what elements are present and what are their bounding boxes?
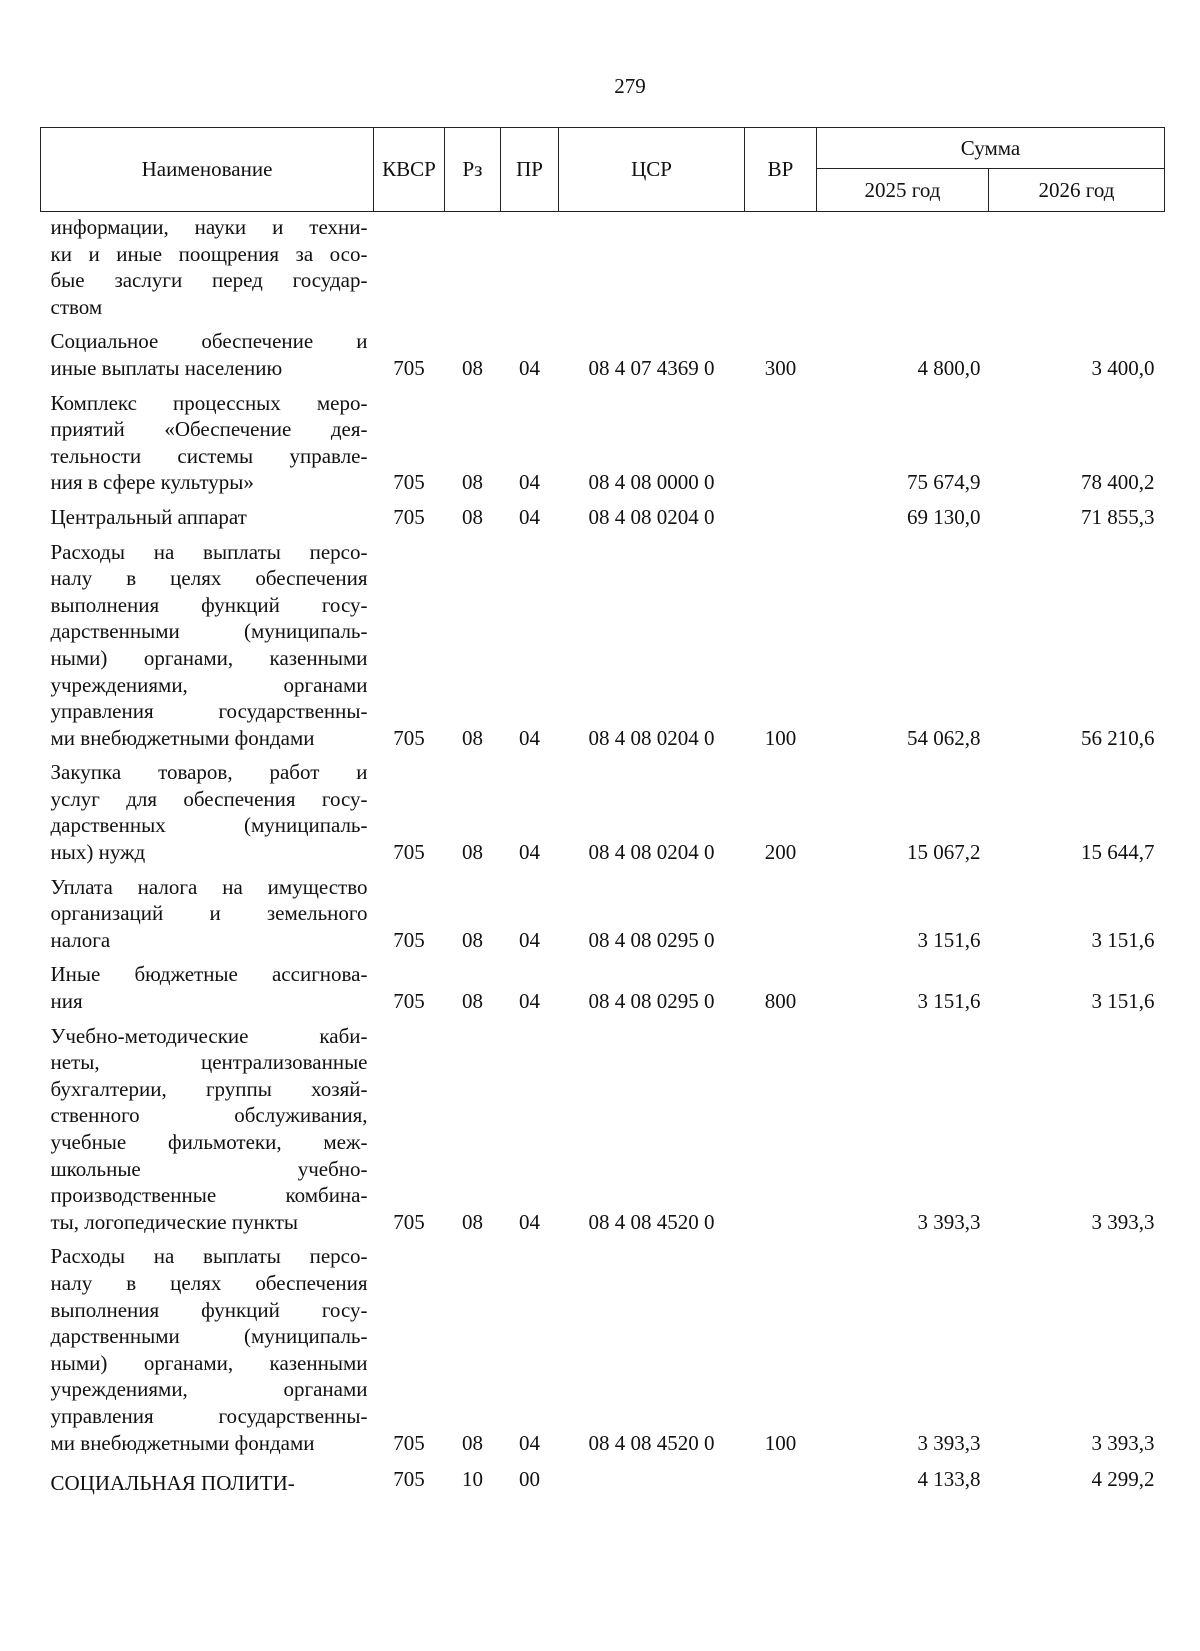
row-name-line: ния в сфере культуры» bbox=[50, 470, 254, 495]
row-kvsr: 705 bbox=[393, 927, 425, 952]
row-kvsr: 705 bbox=[393, 725, 425, 750]
row-vr bbox=[745, 1464, 817, 1497]
row-name bbox=[41, 1464, 374, 1497]
row-name-line: налога bbox=[50, 927, 111, 952]
row-vr: 100 bbox=[764, 1430, 797, 1455]
row-name bbox=[41, 759, 374, 873]
row-rz: 08 bbox=[462, 1430, 483, 1455]
row-rz: 08 bbox=[462, 355, 483, 380]
row-name-line: налу в целях обеспечения bbox=[50, 566, 368, 591]
row-rz: 08 bbox=[462, 725, 483, 750]
row-vr bbox=[745, 390, 817, 504]
row-pr: 04 bbox=[519, 504, 540, 529]
row-rz: 10 bbox=[462, 1467, 483, 1492]
row-amount-2025: 75 674,9 bbox=[907, 470, 981, 495]
row-csr: 08 4 08 0295 0 bbox=[588, 989, 715, 1014]
table-row bbox=[41, 504, 1165, 539]
header-kvsr: КВСР bbox=[374, 128, 445, 212]
row-pr: 04 bbox=[519, 927, 540, 952]
row-pr: 04 bbox=[519, 1430, 540, 1455]
row-kvsr bbox=[374, 212, 445, 329]
budget-table bbox=[40, 127, 1165, 1497]
table-row bbox=[41, 759, 1165, 873]
row-name-line: приятий «Обеспечение дея- bbox=[50, 417, 368, 442]
row-csr: 08 4 08 0204 0 bbox=[588, 504, 715, 529]
row-amount-2025: 4 800,0 bbox=[917, 355, 981, 380]
row-amount-2026: 3 151,6 bbox=[1091, 989, 1155, 1014]
row-amount-2025: 3 393,3 bbox=[917, 1209, 981, 1234]
row-name-line: школьные учебно- bbox=[50, 1156, 368, 1181]
header-csr: ЦСР bbox=[559, 128, 745, 212]
row-name-line: учебные фильмотеки, меж- bbox=[50, 1130, 368, 1154]
row-amount-2025: 15 067,2 bbox=[907, 840, 981, 865]
row-name-line: услуг для обеспечения госу- bbox=[50, 786, 368, 811]
table-row bbox=[41, 328, 1165, 389]
row-rz: 08 bbox=[462, 470, 483, 495]
table-row bbox=[41, 1023, 1165, 1244]
row-name-line: Центральный аппарат bbox=[50, 504, 247, 529]
row-vr: 200 bbox=[764, 840, 797, 865]
row-vr bbox=[745, 1023, 817, 1244]
table-row bbox=[41, 390, 1165, 504]
header-vr: ВР bbox=[745, 128, 817, 212]
row-amount-2025 bbox=[817, 212, 989, 329]
row-csr: 08 4 08 0000 0 bbox=[588, 470, 715, 495]
header-year-2025: 2025 год bbox=[817, 169, 989, 212]
row-csr: 08 4 08 0295 0 bbox=[588, 927, 715, 952]
row-csr bbox=[559, 1464, 745, 1497]
row-name-line: ми внебюджетными фондами bbox=[50, 1430, 315, 1455]
row-name-line: выполнения функций госу- bbox=[50, 592, 368, 617]
row-name-line: ными) органами, казенными bbox=[50, 1350, 368, 1375]
row-name-line: Уплата налога на имущество bbox=[50, 874, 368, 899]
row-kvsr: 705 bbox=[393, 1467, 425, 1492]
row-name-line: ственного обслуживания, bbox=[50, 1103, 368, 1128]
row-name-line: бые заслуги перед государ- bbox=[50, 268, 368, 293]
row-name bbox=[41, 390, 374, 504]
row-kvsr: 705 bbox=[393, 1430, 425, 1455]
row-name-line: ки и иные поощрения за осо- bbox=[50, 241, 368, 266]
row-amount-2026: 4 299,2 bbox=[1091, 1467, 1155, 1492]
header-year-2026: 2026 год bbox=[989, 169, 1165, 212]
row-name bbox=[41, 961, 374, 1022]
row-name-line: СОЦИАЛЬНАЯ ПОЛИТИ- bbox=[50, 1471, 295, 1496]
row-kvsr: 705 bbox=[393, 840, 425, 865]
row-rz bbox=[445, 212, 501, 329]
row-rz: 08 bbox=[462, 504, 483, 529]
row-pr: 04 bbox=[519, 470, 540, 495]
row-vr bbox=[745, 504, 817, 539]
row-name bbox=[41, 328, 374, 389]
row-name-line: дарственных (муниципаль- bbox=[50, 813, 368, 838]
row-name-line: учреждениями, органами bbox=[50, 1377, 368, 1402]
header-rz: Рз bbox=[445, 128, 501, 212]
row-pr: 04 bbox=[519, 355, 540, 380]
table-row bbox=[41, 1464, 1165, 1497]
row-csr: 08 4 08 0204 0 bbox=[588, 725, 715, 750]
row-name-line: ных) нужд bbox=[50, 840, 146, 865]
row-name-line: производственные комбина- bbox=[50, 1183, 368, 1208]
row-csr: 08 4 08 4520 0 bbox=[588, 1430, 715, 1455]
row-name-line: учреждениями, органами bbox=[50, 672, 368, 697]
row-name-line: дарственными (муниципаль- bbox=[50, 619, 368, 644]
row-name-line: Социальное обеспечение и bbox=[50, 329, 368, 354]
row-amount-2026: 3 393,3 bbox=[1091, 1209, 1155, 1234]
row-rz: 08 bbox=[462, 927, 483, 952]
table-row bbox=[41, 212, 1165, 329]
row-amount-2026: 71 855,3 bbox=[1081, 504, 1155, 529]
row-amount-2025: 69 130,0 bbox=[907, 504, 981, 529]
row-name-line: ными) органами, казенными bbox=[50, 645, 368, 670]
row-name-line: ми внебюджетными фондами bbox=[50, 725, 315, 750]
row-name-line: выполнения функций госу- bbox=[50, 1297, 368, 1322]
row-amount-2026: 3 400,0 bbox=[1091, 355, 1155, 380]
row-name-line: бухгалтерии, группы хозяй- bbox=[50, 1076, 368, 1101]
row-name-line: ты, логопедические пункты bbox=[50, 1209, 298, 1234]
row-pr: 04 bbox=[519, 989, 540, 1014]
row-pr bbox=[501, 212, 559, 329]
row-name-line: ством bbox=[50, 294, 103, 319]
row-name-line: Иные бюджетные ассигнова- bbox=[50, 962, 368, 987]
row-amount-2026: 3 151,6 bbox=[1091, 927, 1155, 952]
row-kvsr: 705 bbox=[393, 470, 425, 495]
row-name bbox=[41, 504, 374, 539]
row-name-line: дарственными (муниципаль- bbox=[50, 1324, 368, 1349]
row-name-line: управления государственны- bbox=[50, 699, 368, 724]
row-csr bbox=[559, 212, 745, 329]
row-pr: 00 bbox=[519, 1467, 540, 1492]
row-amount-2026: 78 400,2 bbox=[1081, 470, 1155, 495]
row-name-line: информации, науки и техни- bbox=[50, 215, 368, 239]
row-rz: 08 bbox=[462, 989, 483, 1014]
row-amount-2026: 56 210,6 bbox=[1081, 725, 1155, 750]
row-name-line: управления государственны- bbox=[50, 1403, 368, 1428]
row-amount-2025: 3 151,6 bbox=[917, 927, 981, 952]
row-name-line: иные выплаты населению bbox=[50, 355, 283, 380]
row-amount-2026: 15 644,7 bbox=[1081, 840, 1155, 865]
row-rz: 08 bbox=[462, 1209, 483, 1234]
row-name bbox=[41, 539, 374, 760]
row-name bbox=[41, 1243, 374, 1464]
header-sum: Сумма bbox=[817, 128, 1165, 169]
row-name-line: Расходы на выплаты персо- bbox=[50, 539, 368, 564]
row-kvsr: 705 bbox=[393, 504, 425, 529]
row-amount-2025: 54 062,8 bbox=[907, 725, 981, 750]
row-vr: 300 bbox=[764, 355, 797, 380]
row-name-line: Расходы на выплаты персо- bbox=[50, 1244, 368, 1269]
row-csr: 08 4 08 0204 0 bbox=[588, 840, 715, 865]
row-pr: 04 bbox=[519, 725, 540, 750]
row-vr bbox=[745, 212, 817, 329]
row-amount-2025: 3 393,3 bbox=[917, 1430, 981, 1455]
row-pr: 04 bbox=[519, 1209, 540, 1234]
row-name bbox=[41, 1023, 374, 1244]
table-row bbox=[41, 539, 1165, 760]
row-pr: 04 bbox=[519, 840, 540, 865]
row-name-line: тельности системы управле- bbox=[50, 443, 368, 468]
row-name-line: неты, централизованные bbox=[50, 1050, 368, 1075]
row-name-line: организаций и земельного bbox=[50, 901, 368, 926]
row-name-line: налу в целях обеспечения bbox=[50, 1270, 368, 1295]
row-amount-2026 bbox=[989, 212, 1165, 329]
row-csr: 08 4 08 4520 0 bbox=[588, 1209, 715, 1234]
row-kvsr: 705 bbox=[393, 355, 425, 380]
row-vr bbox=[745, 874, 817, 962]
table-row bbox=[41, 874, 1165, 962]
row-name-line: Закупка товаров, работ и bbox=[50, 760, 368, 785]
header-name: Наименование bbox=[41, 128, 374, 212]
row-rz: 08 bbox=[462, 840, 483, 865]
row-amount-2025: 4 133,8 bbox=[917, 1467, 981, 1492]
row-name-line: ния bbox=[50, 989, 83, 1014]
row-csr: 08 4 07 4369 0 bbox=[588, 355, 715, 380]
row-name bbox=[41, 212, 374, 329]
table-body bbox=[41, 212, 1165, 1497]
row-kvsr: 705 bbox=[393, 989, 425, 1014]
page-number: 279 bbox=[614, 74, 646, 98]
row-name bbox=[41, 874, 374, 962]
row-amount-2026: 3 393,3 bbox=[1091, 1430, 1155, 1455]
table-header bbox=[41, 128, 1165, 212]
table-row bbox=[41, 1243, 1165, 1464]
table-row bbox=[41, 961, 1165, 1022]
row-vr: 100 bbox=[764, 725, 797, 750]
header-pr: ПР bbox=[501, 128, 559, 212]
row-kvsr: 705 bbox=[393, 1209, 425, 1234]
row-vr: 800 bbox=[764, 989, 797, 1014]
row-amount-2025: 3 151,6 bbox=[917, 989, 981, 1014]
row-name-line: Учебно-методические каби- bbox=[50, 1023, 368, 1048]
row-name-line: Комплекс процессных меро- bbox=[50, 390, 368, 415]
